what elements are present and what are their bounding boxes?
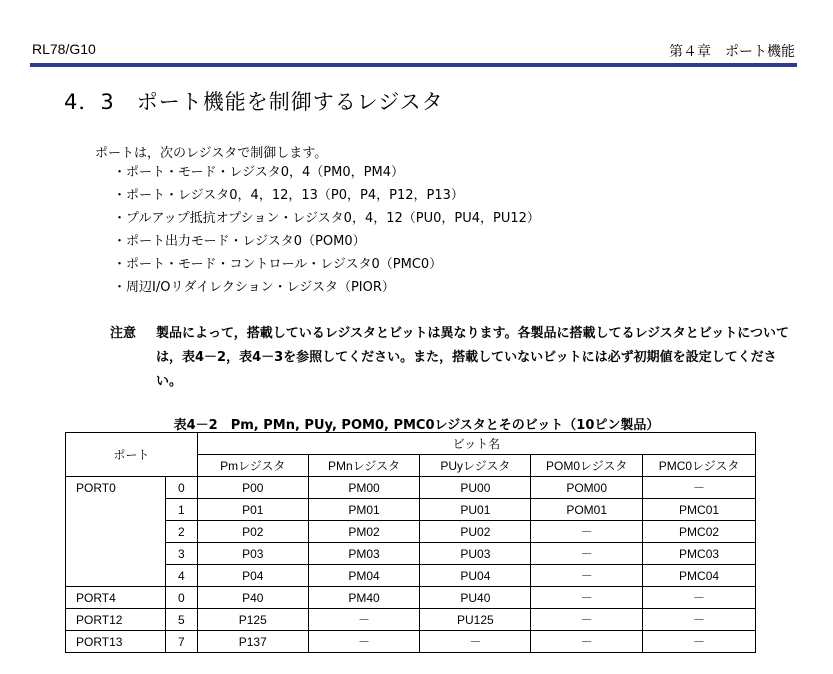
column-header: Pmレジスタ [197, 455, 308, 477]
bit-number: 2 [165, 521, 197, 543]
table-cell: P01 [197, 499, 308, 521]
bitname-header: ビット名 [197, 433, 755, 455]
table-cell: － [643, 587, 756, 609]
bit-number: 5 [165, 609, 197, 631]
port-name: PORT4 [66, 587, 166, 609]
table-cell: － [420, 631, 531, 653]
column-header: PUyレジスタ [420, 455, 531, 477]
table-cell: PM04 [308, 565, 420, 587]
table-cell: － [643, 609, 756, 631]
table-cell: － [531, 565, 643, 587]
column-header: PMC0レジスタ [643, 455, 756, 477]
table-row [66, 521, 756, 543]
table-cell: PU03 [420, 543, 531, 565]
table-cell: PMC02 [643, 521, 756, 543]
table-cell: － [308, 631, 420, 653]
caution-label: 注意 [110, 326, 137, 341]
port-name: PORT0 [66, 477, 166, 499]
bit-number: 0 [165, 587, 197, 609]
bit-number: 7 [165, 631, 197, 653]
register-bit-table [65, 432, 756, 653]
register-list-item: ・プルアップ抵抗オプション・レジスタ0，4，12（PU0，PU4，PU12） [113, 211, 540, 226]
table-cell: PM01 [308, 499, 420, 521]
column-header: PMnレジスタ [308, 455, 420, 477]
table-cell: － [531, 631, 643, 653]
table-cell: PM03 [308, 543, 420, 565]
port-name-continuation [66, 565, 166, 587]
table-cell: － [308, 609, 420, 631]
register-list-item: ・ポート・モード・レジスタ0，4（PM0，PM4） [113, 165, 404, 180]
port-name-continuation [66, 499, 166, 521]
table-cell: PMC03 [643, 543, 756, 565]
table-cell: － [643, 631, 756, 653]
register-list-item: ・周辺I/Oリダイレクション・レジスタ（PIOR） [113, 280, 395, 295]
table-cell: PU04 [420, 565, 531, 587]
port-name: PORT13 [66, 631, 166, 653]
header-product: RL78/G10 [32, 41, 96, 57]
table-row [66, 609, 756, 631]
table-cell: PMC01 [643, 499, 756, 521]
table-row [66, 565, 756, 587]
table-cell: P00 [197, 477, 308, 499]
register-list-item: ・ポート・レジスタ0，4，12，13（P0，P4，P12，P13） [113, 188, 464, 203]
register-list-item: ・ポート・モード・コントロール・レジスタ0（PMC0） [113, 257, 443, 272]
table-cell: － [531, 543, 643, 565]
register-list-item: ・ポート出力モード・レジスタ0（POM0） [113, 234, 366, 249]
section-intro: ポートは，次のレジスタで制御します。 [95, 146, 328, 161]
table-cell: PU01 [420, 499, 531, 521]
table-cell: PM40 [308, 587, 420, 609]
table-cell: － [531, 587, 643, 609]
table-row [66, 631, 756, 653]
caution-note [110, 322, 796, 394]
table-cell: PU00 [420, 477, 531, 499]
register-list [113, 165, 540, 303]
table-cell: － [531, 609, 643, 631]
table-cell: P40 [197, 587, 308, 609]
table-cell: P03 [197, 543, 308, 565]
table-row [66, 499, 756, 521]
table-cell: POM00 [531, 477, 643, 499]
section-title: 4．3 ポート機能を制御するレジスタ [64, 90, 444, 114]
table-cell: P137 [197, 631, 308, 653]
table-cell: PU125 [420, 609, 531, 631]
header-rule [30, 63, 797, 67]
bit-number: 3 [165, 543, 197, 565]
table-row [66, 587, 756, 609]
port-name-continuation [66, 521, 166, 543]
table-row [66, 543, 756, 565]
table-cell: P04 [197, 565, 308, 587]
table-cell: PU02 [420, 521, 531, 543]
port-name-continuation [66, 543, 166, 565]
table-cell: PM00 [308, 477, 420, 499]
column-header: POM0レジスタ [531, 455, 643, 477]
header-chapter: 第４章 ポート機能 [669, 44, 795, 60]
table-cell: P125 [197, 609, 308, 631]
bit-number: 1 [165, 499, 197, 521]
port-header: ポート [66, 433, 198, 477]
table-cell: － [531, 521, 643, 543]
caution-text: 製品によって，搭載しているレジスタとビットは異なります。各製品に搭載してるレジスタとビットについては，表4－2，表4－3を参照してください。また，搭載していないビットには必ず初期値を設定してください。 [156, 326, 789, 389]
table-cell: PU40 [420, 587, 531, 609]
port-name: PORT12 [66, 609, 166, 631]
table-cell: POM01 [531, 499, 643, 521]
table-caption: 表4－2 Pm, PMn, PUy, POM0, PMC0レジスタとそのビット（10ピン製品） [173, 418, 660, 433]
table-cell: PM02 [308, 521, 420, 543]
bit-number: 0 [165, 477, 197, 499]
bit-number: 4 [165, 565, 197, 587]
table-cell: PMC04 [643, 565, 756, 587]
table-cell: P02 [197, 521, 308, 543]
table-row [66, 477, 756, 499]
table-cell: － [643, 477, 756, 499]
